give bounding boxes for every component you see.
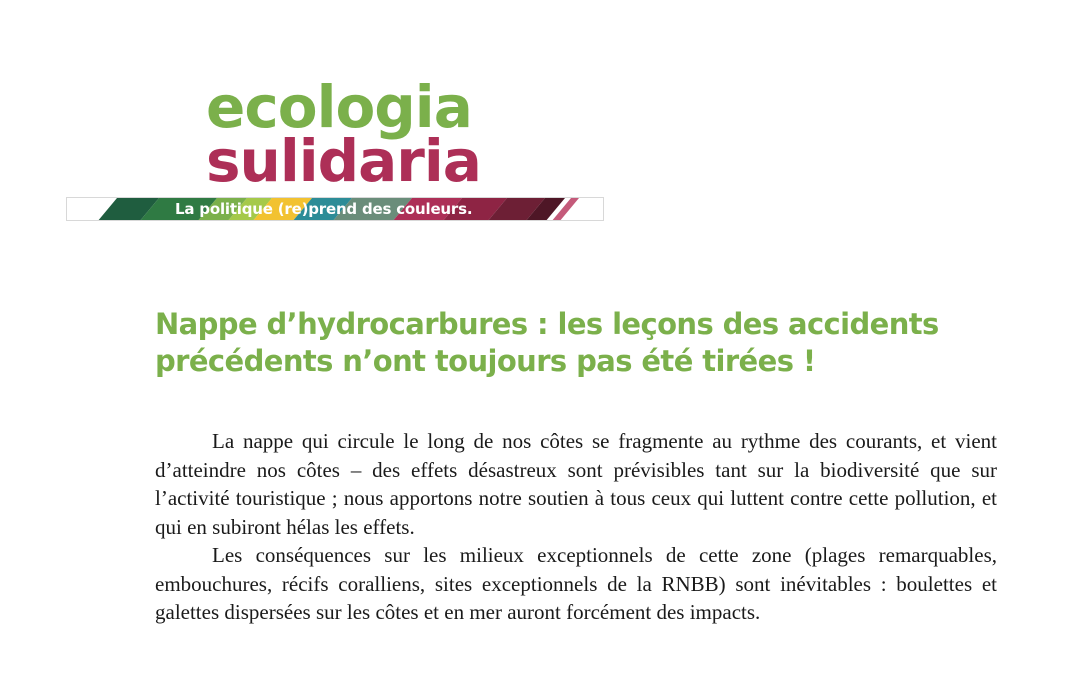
logo-tagline: La politique (re)prend des couleurs. [175, 200, 473, 218]
body-paragraph: Les conséquences sur les milieux exceptionnels de cette zone (plages remarquables, embouchures, récifs coralliens, sites exceptionnels de la RNBB) sont inévitables : boulettes et galettes dispersées sur les côtes et en mer auront forcément des impacts. [155, 543, 997, 624]
article-headline: Nappe d’hydrocarbures : les leçons des accidents précédents n’ont toujours pas été tirées ! [155, 307, 939, 378]
logo-word-ecologia: ecologia [206, 73, 472, 141]
body-paragraph: La nappe qui circule le long de nos côtes se fragmente au rythme des courants, et vient d’atteindre nos côtes – des effets désastreux sont prévisibles tant sur la biodiversité que sur l’activité touristique ; nous apportons notre soutien à tous ceux qui luttent contre cette pollution, et qui en subiront hélas les effets. [155, 429, 997, 539]
ecologia-sulidaria-logo [66, 70, 606, 225]
article-body [155, 427, 997, 627]
logo-color-stripe [66, 197, 604, 221]
logo-word-sulidaria: sulidaria [206, 127, 481, 195]
